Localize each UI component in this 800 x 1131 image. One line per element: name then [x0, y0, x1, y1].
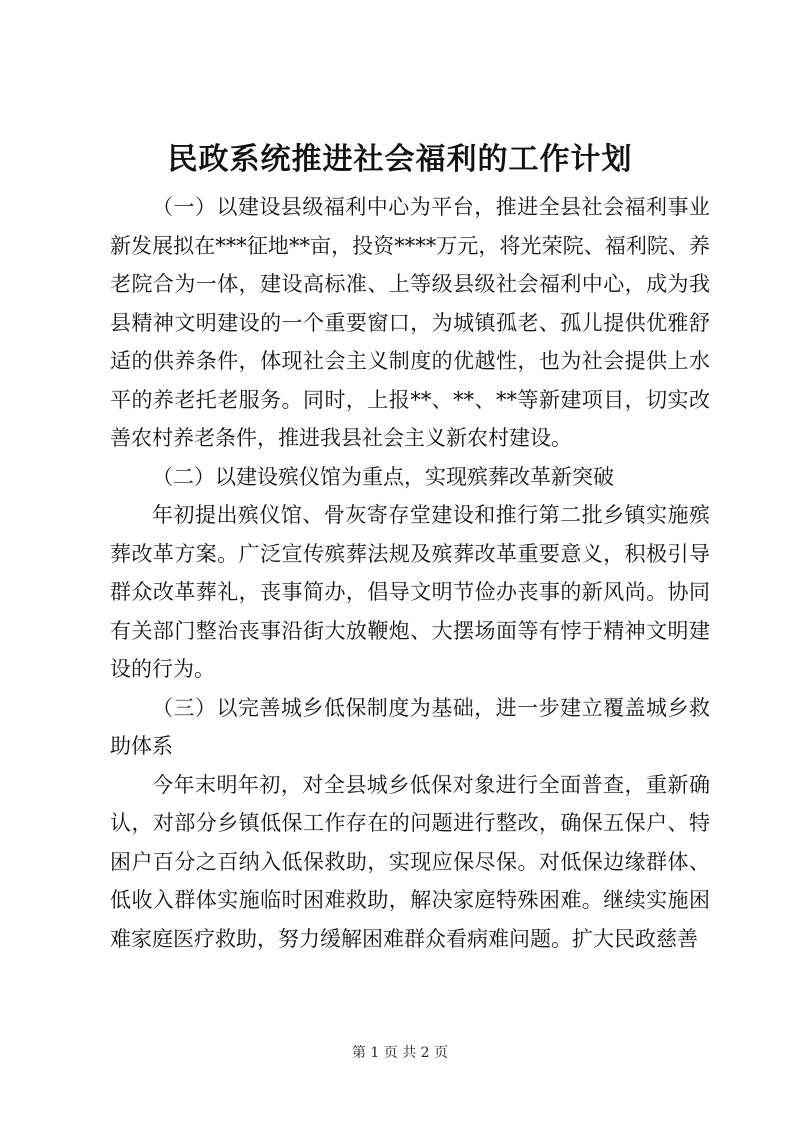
paragraph-4-heading: （三）以完善城乡低保制度为基础，进一步建立覆盖城乡救助体系 [110, 695, 710, 758]
paragraph-3: 年初提出殡仪馆、骨灰寄存堂建设和推行第二批乡镇实施殡葬改革方案。广泛宣传殡葬法规及殡葬改革重要意义，积极引导群众改革葬礼，丧事简办，倡导文明节俭办丧事的新风尚。协同有关部门整治丧事沿街大放鞭炮、大摆场面等有悖于精神文明建设的行为。 [110, 503, 710, 681]
page-number-footer: 第 1 页 共 2 页 [351, 1045, 449, 1061]
paragraph-2-heading: （二）以建设殡仪馆为重点，实现殡葬改革新突破 [152, 464, 614, 489]
document-title: 民政系统推进社会福利的工作计划 [167, 142, 633, 177]
document-body [110, 188, 710, 958]
paragraph-1: （一）以建设县级福利中心为平台，推进全县社会福利事业新发展拟在***征地**亩，投资****万元，将光荣院、福利院、养老院合为一体，建设高标准、上等级县级社会福利中心，成为我县精神文明建设的一个重要窗口，为城镇孤老、孤儿提供优雅舒适的供养条件，体现社会主义制度的优越性，也为社会提供上水平的养老托老服务。同时，上报**、**、**等新建项目，切实改善农村养老条件，推进我县社会主义新农村建设。 [110, 195, 710, 450]
paragraph-5: 今年末明年初，对全县城乡低保对象进行全面普查，重新确认，对部分乡镇低保工作存在的问题进行整改，确保五保户、特困户百分之百纳入低保救助，实现应保尽保。对低保边缘群体、低收入群体实施临时困难救助，解决家庭特殊困难。继续实施困难家庭医疗救助，努力缓解困难群众看病难问题。扩大民政慈善 [110, 772, 710, 951]
